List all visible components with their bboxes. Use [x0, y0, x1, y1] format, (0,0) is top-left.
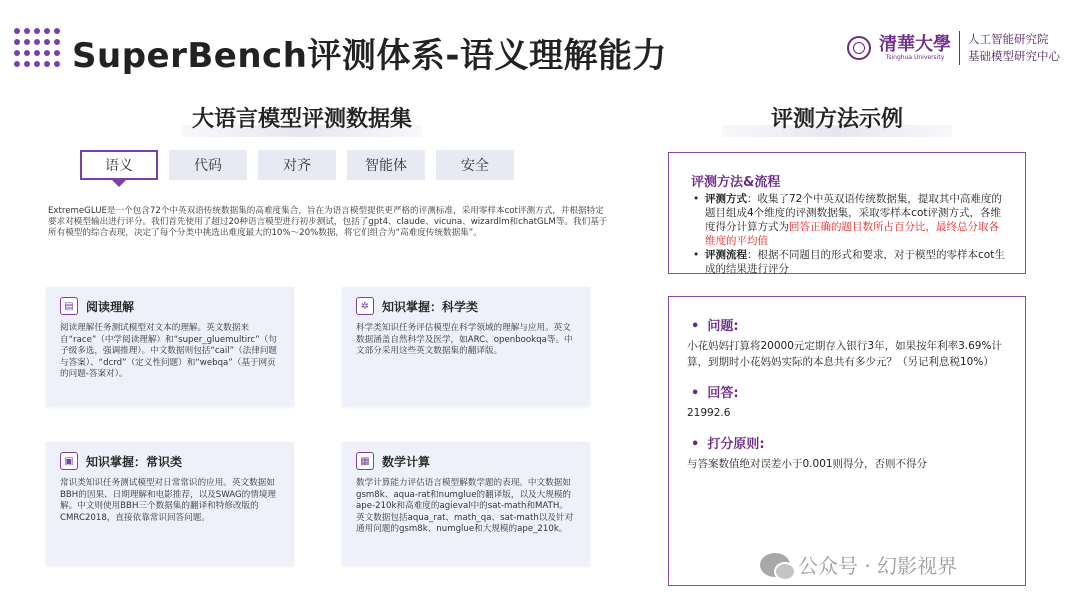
- decorative-dot-grid: [14, 28, 60, 68]
- scoring-text: 与答案数值绝对误差小于0.001则得分，否则不得分: [687, 458, 928, 470]
- card-body: 常识类知识任务测试模型对日常常识的应用。英文数据如BBH的因果、日期理解和电影推荐，以及SWAG的情境理解。中文则使用BBH三个数据集的翻译和特修改版的CMRC2018，直接依靠常识回答问题。: [60, 478, 276, 523]
- question-label: • 问题:: [691, 319, 739, 334]
- watermark-text: 公众号 · 幻影视界: [798, 554, 958, 578]
- card-body: 阅读理解任务测试模型对文本的理解。英文数据来自“race”（中学阅读理解）和“super_gluemultirc”（句子级多选，强调推理）。中文数据则包括“cail”（法律问题与答案）、“dcrd”（定义性问题）和“webqa”（基于网页的问题-答案对）。: [60, 323, 278, 379]
- dataset-intro: ExtremeGLUE是一个包含72个中英双语传统数据集的高难度集合，旨在为语言模型提供更严格的评测标准，采用零样本cot评测方式，并根据特定要求对模型输出进行评分。我们首先使用了超过20种语言模型进行初步测试，包括了gpt4、claude、vicuna、wizardlm和chatGLM等。我们基于所有模型的综合表现，决定了每个分类中挑选出难度最大的10%～20%数据，将它们组合为“高难度传统数据集”。: [48, 206, 608, 238]
- logo-wordmark: 清華大學 Tsinghua University: [879, 33, 951, 61]
- tab-code[interactable]: 代码: [169, 150, 247, 180]
- method-item-approach: • 评测方式：收集了72个中英双语传统数据集，提取其中高难度的题目组成4个维度的评测数据集，采取零样本cot评测方式，各维度得分计算方式为回答正确的题目数所占百分比，最终总分取各维度的平均值: [691, 192, 1009, 248]
- card-body: 数学计算能力评估语言模型解数学题的表现。中文数据如gsm8k、aqua-rat和numglue的翻译版，以及大规模的ape-210k和高难度的agieval中的sat-math和MATH。英文数据包括aqua_rat、math_qa、sat-math以及针对通用问题的gsm8k、numglue和大规模的ape_210k。: [356, 478, 574, 534]
- method-item-process: • 评测流程：根据不同题目的形式和要求，对于模型的零样本cot生成的结果进行评分: [691, 248, 1009, 276]
- card-body: 科学类知识任务评估模型在科学领域的理解与应用。英文数据涵盖自然科学及医学，如ARC、openbookqa等。中文部分采用这些英文数据集的翻译版。: [356, 323, 573, 356]
- tab-semantics[interactable]: 语义: [80, 150, 158, 180]
- method-example-heading: 评测方法示例: [722, 102, 952, 133]
- card-title: 知识掌握：科学类: [382, 299, 479, 314]
- tab-agent[interactable]: 智能体: [347, 150, 425, 180]
- question-text: 小花妈妈打算将20000元定期存入银行3年，如果按年利率3.69%计算，到期时小花妈妈实际的本息共有多少元？（另记利息税10%）: [687, 340, 1002, 368]
- card-title: 数学计算: [382, 454, 431, 469]
- evaluation-method-box: [668, 152, 1026, 274]
- card-commonsense-knowledge: [46, 442, 294, 566]
- card-title: 阅读理解: [86, 299, 135, 314]
- institution-logo: [847, 28, 1060, 68]
- atom-icon: ✲: [356, 297, 374, 315]
- answer-label: • 回答:: [691, 386, 739, 401]
- wechat-icon: [760, 553, 790, 577]
- watermark: [760, 550, 957, 579]
- tab-safety[interactable]: 安全: [436, 150, 514, 180]
- card-math-calculation: [342, 442, 590, 566]
- institute-name: 人工智能研究院 基础模型研究中心: [968, 32, 1060, 63]
- method-title: 评测方法&流程: [691, 175, 781, 190]
- card-reading-comprehension: [46, 287, 294, 407]
- scoring-label: • 打分原则:: [691, 437, 765, 452]
- university-seal-icon: [847, 36, 871, 60]
- calculator-icon: ▦: [356, 452, 374, 470]
- document-icon: ▣: [60, 452, 78, 470]
- card-title: 知识掌握：常识类: [86, 454, 183, 469]
- evaluation-example-box: [668, 296, 1026, 586]
- page-title: SuperBench评测体系-语义理解能力: [72, 36, 668, 76]
- card-science-knowledge: [342, 287, 590, 407]
- book-icon: ▤: [60, 297, 78, 315]
- datasets-heading: 大语言模型评测数据集: [182, 102, 422, 133]
- tab-alignment[interactable]: 对齐: [258, 150, 336, 180]
- category-tabs: [80, 150, 514, 180]
- logo-divider: [959, 31, 960, 65]
- answer-text: 21992.6: [687, 407, 731, 419]
